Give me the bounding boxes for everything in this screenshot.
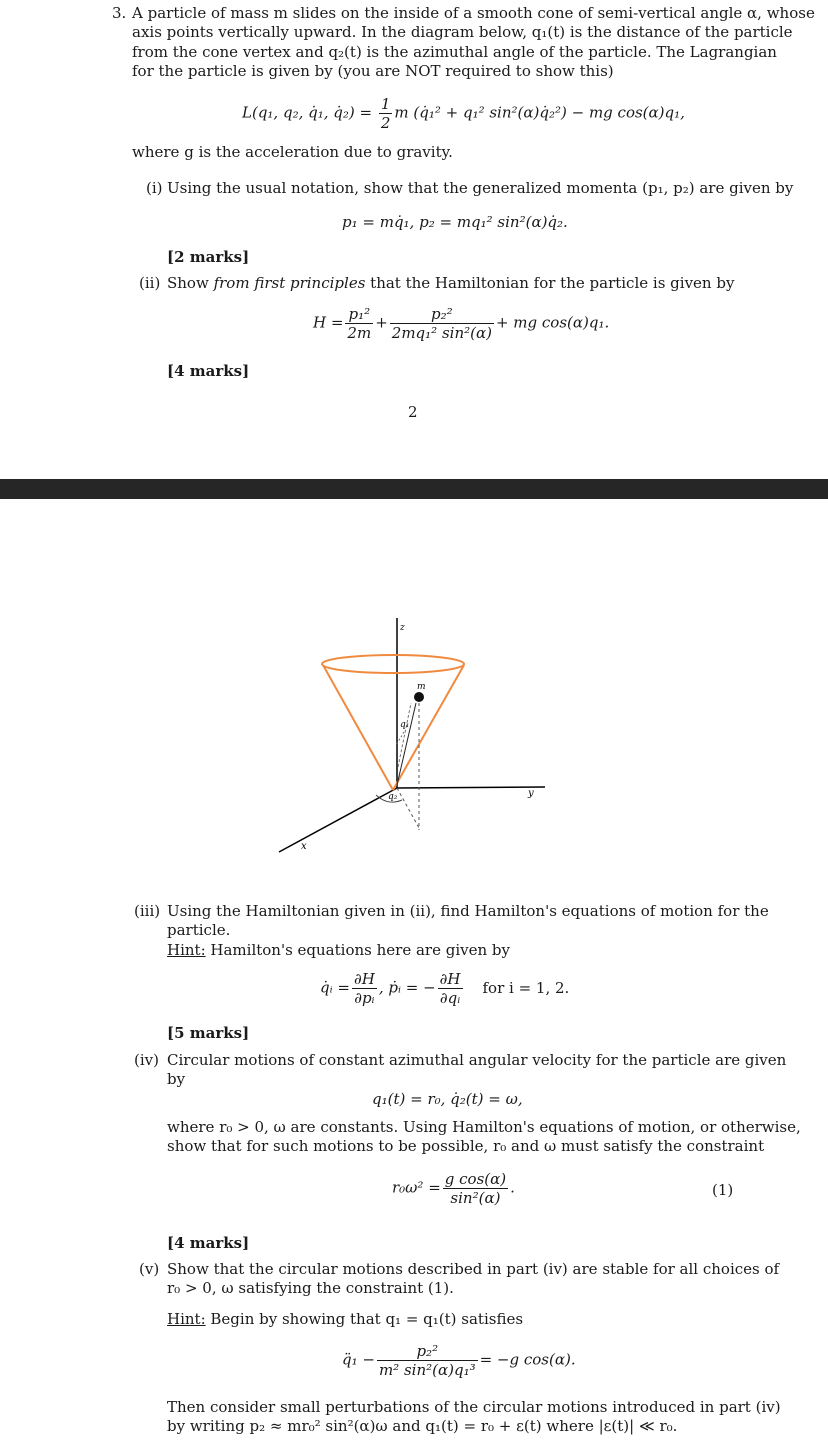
part-v-then-line: Then consider small perturbations of the circular motions introduced in part (iv) xyxy=(167,1398,781,1416)
lagrangian-equation: L(q₁, q₂, q̇₁, q̇₂) = $\frac{1}{2}$ m (q̇₁² + q₁² sin²(α)q̇₂²) − mg cos(α)q₁, xyxy=(242,95,685,132)
part-iv-line: by xyxy=(167,1070,186,1088)
part-iv-label: (iv) xyxy=(134,1051,159,1069)
part-v-line: Show that the circular motions described in part (iv) are stable for all choices of xyxy=(167,1260,780,1278)
intro-line: A particle of mass m slides on the inside of a smooth cone of semi-vertical angle α, whose xyxy=(132,4,815,22)
cone-diagram xyxy=(0,500,828,870)
part-ii-text: Show from first principles that the Hamiltonian for the particle is given by xyxy=(167,274,735,292)
question-number: 3. xyxy=(112,4,127,22)
projection-line xyxy=(397,788,419,828)
intro-line: from the cone vertex and q₂(t) is the azimuthal angle of the particle. The Lagrangian xyxy=(132,43,777,61)
part-iii-label: (iii) xyxy=(134,902,161,920)
part-iv-marks: [4 marks] xyxy=(167,1234,250,1252)
where-g-text: where g is the acceleration due to gravity. xyxy=(132,143,453,161)
part-v-label: (v) xyxy=(139,1260,160,1278)
x-label: x xyxy=(301,841,307,852)
page-separator xyxy=(0,479,828,499)
part-v-line: r₀ > 0, ω satisfying the constraint (1). xyxy=(167,1279,454,1297)
constraint-equation: r₀ω² = $\frac{\text{g cos(α)}}{\text{sin²(α)}}$ . xyxy=(392,1170,515,1207)
part-iii-line: Using the Hamiltonian given in (ii), find Hamilton's equations of motion for the xyxy=(167,902,769,920)
part-ii-marks: [4 marks] xyxy=(167,362,250,380)
intro-line: axis points vertically upward. In the diagram below, q₁(t) is the distance of the particle xyxy=(132,23,793,41)
cone-rim xyxy=(322,655,464,673)
part-i-label: (i) xyxy=(146,179,163,197)
q2-label: q₂ xyxy=(388,792,398,802)
part-i-text: Using the usual notation, show that the generalized momenta (p₁, p₂) are given by xyxy=(167,179,794,197)
equation-tag: (1) xyxy=(712,1181,734,1199)
y-label: y xyxy=(528,788,534,799)
z-label: z xyxy=(400,623,405,633)
part-i-marks: [2 marks] xyxy=(167,248,250,266)
part-iii-line: particle. xyxy=(167,921,231,939)
part-iv-line: Circular motions of constant azimuthal angular velocity for the particle are given xyxy=(167,1051,787,1069)
hamiltonian-equation: H = $\frac{\text{p₁²}}{2m}$ + $\frac{\text{p₂²}}{\text{2mq₁² sin²(α)}}$ + mg cos(α)q₁. xyxy=(313,305,610,342)
part-iv-where-line: where r₀ > 0, ω are constants. Using Hamilton's equations of motion, or otherwise, xyxy=(167,1118,801,1136)
q1-label: q₁ xyxy=(400,720,410,730)
part-v-then-line: by writing p₂ ≈ mr₀² sin²(α)ω and q₁(t) = r₀ + ε(t) where |ε(t)| ≪ r₀. xyxy=(167,1417,678,1435)
momenta-equation: p₁ = mq̇₁, p₂ = mq₁² sin²(α)q̇₂. xyxy=(342,213,568,231)
part-iv-where-line: show that for such motions to be possible, r₀ and ω must satisfy the constraint xyxy=(167,1137,765,1155)
part-iii-marks: [5 marks] xyxy=(167,1024,250,1042)
part-ii-label: (ii) xyxy=(139,274,161,292)
intro-line: for the particle is given by (you are NOT required to show this) xyxy=(132,62,614,80)
q1-ode-equation: q̈₁ − $\frac{\text{p₂²}}{\text{m² sin²(α)q₁³}}$ = −g cos(α). xyxy=(342,1342,576,1379)
particle-dot xyxy=(414,692,424,702)
q1-vector xyxy=(397,703,416,785)
page-number: 2 xyxy=(408,403,418,421)
m-label: m xyxy=(417,682,426,692)
circular-motion-equation: q₁(t) = r₀, q̇₂(t) = ω, xyxy=(372,1090,523,1108)
part-v-hint: Hint: Begin by showing that q₁ = q₁(t) satisfies xyxy=(167,1310,524,1328)
cone-side-left xyxy=(323,665,393,790)
hamilton-equations: q̇ᵢ = $\frac{\partial H}{\text{∂pᵢ}}$ , ṗᵢ = − $\frac{\partial H}{\text{∂qᵢ}}$ for i = 1, 2. xyxy=(320,970,570,1007)
part-iii-hint: Hint: Hamilton's equations here are given by xyxy=(167,941,510,959)
